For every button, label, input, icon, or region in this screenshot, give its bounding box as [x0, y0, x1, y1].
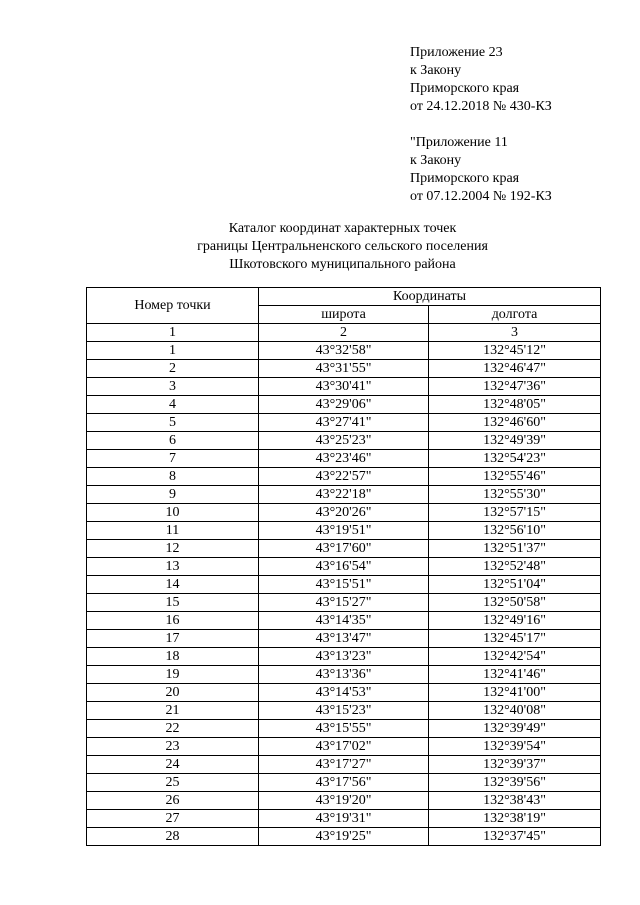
latitude-cell: 43°17'56": [259, 774, 429, 792]
table-row: [87, 504, 601, 522]
point-number-cell: 10: [87, 504, 259, 522]
table-row: [87, 612, 601, 630]
longitude-cell: 132°45'12": [429, 342, 601, 360]
point-number-cell: 3: [87, 378, 259, 396]
title-line3: Шкотовского муниципального района: [229, 257, 456, 272]
appendix-previous-line3: Приморского края: [410, 171, 520, 186]
latitude-cell: 43°31'55": [259, 360, 429, 378]
latitude-cell: 43°15'55": [259, 720, 429, 738]
latitude-cell: 43°19'25": [259, 828, 429, 846]
latitude-cell: 43°22'57": [259, 468, 429, 486]
title-line1: Каталог координат характерных точек: [228, 221, 457, 236]
longitude-cell: 132°51'37": [429, 540, 601, 558]
longitude-cell: 132°42'54": [429, 648, 601, 666]
table-row: [87, 702, 601, 720]
table-row: [87, 720, 601, 738]
table-row: [87, 450, 601, 468]
latitude-cell: 43°15'27": [259, 594, 429, 612]
table-row: [87, 468, 601, 486]
column-number-3: 3: [429, 324, 601, 342]
coordinates-table: [86, 287, 601, 846]
point-number-cell: 1: [87, 342, 259, 360]
document-title: [0, 220, 640, 274]
table-row: [87, 810, 601, 828]
appendix-current-line2: к Закону: [410, 63, 462, 78]
header-coordinates: Координаты: [259, 288, 601, 306]
appendix-spacer: [410, 116, 552, 134]
latitude-cell: 43°19'20": [259, 792, 429, 810]
longitude-cell: 132°46'47": [429, 360, 601, 378]
longitude-cell: 132°48'05": [429, 396, 601, 414]
appendix-current-line1: Приложение 23: [410, 45, 503, 60]
table-row: [87, 630, 601, 648]
longitude-cell: 132°38'43": [429, 792, 601, 810]
table-header-row: [87, 288, 601, 306]
column-number-1: 1: [87, 324, 259, 342]
table-row: [87, 396, 601, 414]
latitude-cell: 43°19'51": [259, 522, 429, 540]
longitude-cell: 132°49'39": [429, 432, 601, 450]
longitude-cell: 132°39'56": [429, 774, 601, 792]
point-number-cell: 2: [87, 360, 259, 378]
point-number-cell: 24: [87, 756, 259, 774]
table-row: [87, 432, 601, 450]
latitude-cell: 43°30'41": [259, 378, 429, 396]
point-number-cell: 9: [87, 486, 259, 504]
latitude-cell: 43°13'23": [259, 648, 429, 666]
point-number-cell: 7: [87, 450, 259, 468]
point-number-cell: 21: [87, 702, 259, 720]
longitude-cell: 132°54'23": [429, 450, 601, 468]
header-longitude: долгота: [429, 306, 601, 324]
point-number-cell: 23: [87, 738, 259, 756]
latitude-cell: 43°14'35": [259, 612, 429, 630]
header-point-number: Номер точки: [87, 288, 259, 324]
longitude-cell: 132°37'45": [429, 828, 601, 846]
latitude-cell: 43°15'23": [259, 702, 429, 720]
table-row: [87, 360, 601, 378]
point-number-cell: 15: [87, 594, 259, 612]
latitude-cell: 43°17'27": [259, 756, 429, 774]
longitude-cell: 132°41'46": [429, 666, 601, 684]
longitude-cell: 132°47'36": [429, 378, 601, 396]
point-number-cell: 17: [87, 630, 259, 648]
table-row: [87, 576, 601, 594]
latitude-cell: 43°29'06": [259, 396, 429, 414]
latitude-cell: 43°13'47": [259, 630, 429, 648]
appendix-header: [410, 44, 552, 206]
longitude-cell: 132°46'60": [429, 414, 601, 432]
latitude-cell: 43°16'54": [259, 558, 429, 576]
point-number-cell: 4: [87, 396, 259, 414]
table-row: [87, 756, 601, 774]
table-row: [87, 792, 601, 810]
point-number-cell: 27: [87, 810, 259, 828]
latitude-cell: 43°15'51": [259, 576, 429, 594]
longitude-cell: 132°38'19": [429, 810, 601, 828]
longitude-cell: 132°50'58": [429, 594, 601, 612]
table-row: [87, 378, 601, 396]
latitude-cell: 43°32'58": [259, 342, 429, 360]
longitude-cell: 132°40'08": [429, 702, 601, 720]
column-number-2: 2: [259, 324, 429, 342]
appendix-previous-line1: "Приложение 11: [410, 135, 508, 150]
table-row: [87, 522, 601, 540]
table-row: [87, 774, 601, 792]
table-row: [87, 684, 601, 702]
point-number-cell: 13: [87, 558, 259, 576]
appendix-current-line4: от 24.12.2018 № 430-КЗ: [410, 99, 552, 114]
longitude-cell: 132°39'54": [429, 738, 601, 756]
table-row: [87, 738, 601, 756]
latitude-cell: 43°14'53": [259, 684, 429, 702]
longitude-cell: 132°56'10": [429, 522, 601, 540]
point-number-cell: 18: [87, 648, 259, 666]
latitude-cell: 43°17'60": [259, 540, 429, 558]
longitude-cell: 132°41'00": [429, 684, 601, 702]
longitude-cell: 132°49'16": [429, 612, 601, 630]
longitude-cell: 132°57'15": [429, 504, 601, 522]
point-number-cell: 20: [87, 684, 259, 702]
point-number-cell: 14: [87, 576, 259, 594]
table-row: [87, 414, 601, 432]
appendix-previous-line2: к Закону: [410, 153, 462, 168]
point-number-cell: 16: [87, 612, 259, 630]
latitude-cell: 43°22'18": [259, 486, 429, 504]
point-number-cell: 6: [87, 432, 259, 450]
longitude-cell: 132°52'48": [429, 558, 601, 576]
longitude-cell: 132°55'30": [429, 486, 601, 504]
latitude-cell: 43°13'36": [259, 666, 429, 684]
longitude-cell: 132°39'37": [429, 756, 601, 774]
latitude-cell: 43°27'41": [259, 414, 429, 432]
table-column-numbers-row: [87, 324, 601, 342]
latitude-cell: 43°25'23": [259, 432, 429, 450]
table-row: [87, 486, 601, 504]
point-number-cell: 11: [87, 522, 259, 540]
header-latitude: широта: [259, 306, 429, 324]
title-line2: границы Центральненского сельского поселения: [197, 239, 488, 254]
point-number-cell: 28: [87, 828, 259, 846]
point-number-cell: 25: [87, 774, 259, 792]
latitude-cell: 43°19'31": [259, 810, 429, 828]
point-number-cell: 8: [87, 468, 259, 486]
longitude-cell: 132°39'49": [429, 720, 601, 738]
table-row: [87, 648, 601, 666]
table-row: [87, 828, 601, 846]
table-row: [87, 666, 601, 684]
table-row: [87, 594, 601, 612]
point-number-cell: 19: [87, 666, 259, 684]
point-number-cell: 5: [87, 414, 259, 432]
table-row: [87, 540, 601, 558]
appendix-current-line3: Приморского края: [410, 81, 520, 96]
point-number-cell: 12: [87, 540, 259, 558]
point-number-cell: 26: [87, 792, 259, 810]
coordinates-table-body: [87, 288, 601, 846]
longitude-cell: 132°45'17": [429, 630, 601, 648]
latitude-cell: 43°20'26": [259, 504, 429, 522]
latitude-cell: 43°23'46": [259, 450, 429, 468]
table-row: [87, 342, 601, 360]
appendix-previous-line4: от 07.12.2004 № 192-КЗ: [410, 189, 552, 204]
table-row: [87, 558, 601, 576]
longitude-cell: 132°51'04": [429, 576, 601, 594]
point-number-cell: 22: [87, 720, 259, 738]
longitude-cell: 132°55'46": [429, 468, 601, 486]
latitude-cell: 43°17'02": [259, 738, 429, 756]
